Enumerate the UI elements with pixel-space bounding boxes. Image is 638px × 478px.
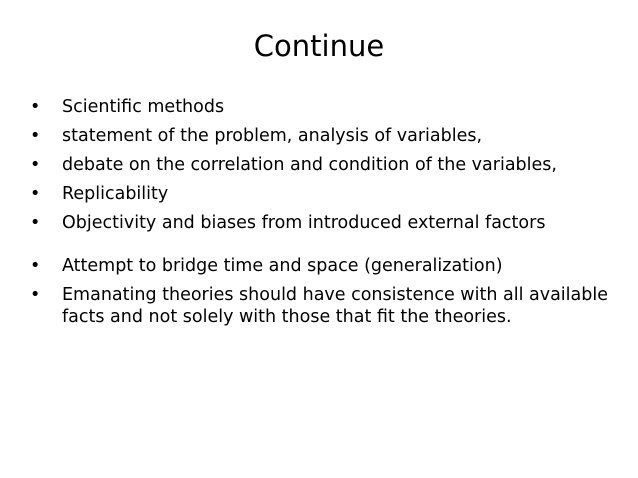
bullet-item — [27, 183, 617, 205]
bullet-text: Scientific methods — [62, 97, 225, 117]
bullet-text: debate on the correlation and condition of the variables, — [62, 155, 557, 175]
bullet-item — [27, 212, 617, 234]
bullet-list — [27, 96, 617, 335]
bullet-item — [27, 154, 617, 176]
bullet-icon: • — [30, 213, 41, 233]
bullet-text: Emanating theories should have consistence with all available facts and not solely with those that fit the theories. — [62, 285, 608, 327]
bullet-icon: • — [30, 285, 41, 305]
slide-title: Continue — [253, 29, 385, 63]
bullet-item — [27, 284, 617, 328]
bullet-item — [27, 125, 617, 147]
bullet-text: Objectivity and biases from introduced external factors — [62, 213, 546, 233]
bullet-item — [27, 255, 617, 277]
bullet-icon: • — [30, 184, 41, 204]
bullet-icon: • — [30, 97, 41, 117]
bullet-item — [27, 96, 617, 118]
bullet-icon: • — [30, 256, 41, 276]
bullet-text: statement of the problem, analysis of variables, — [62, 126, 483, 146]
bullet-text: Replicability — [62, 184, 169, 204]
bullet-icon: • — [30, 155, 41, 175]
bullet-text: Attempt to bridge time and space (generalization) — [62, 256, 503, 276]
bullet-icon: • — [30, 126, 41, 146]
